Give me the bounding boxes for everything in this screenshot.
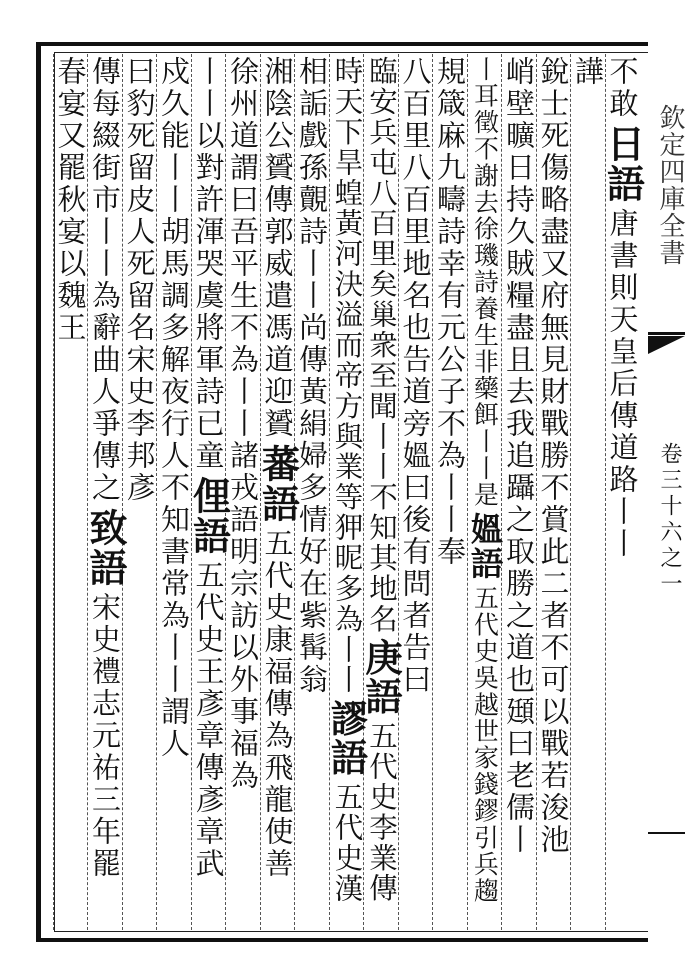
column-text: 丨耳徵不謝去徐璣詩養生非藥餌丨丨是 [470,56,500,509]
text-column [399,56,433,696]
entry-heading: 庚語 [359,638,403,717]
column-text: 湘陰公贇傳郭威遣馮道迎贇 [260,56,295,440]
text-column [600,56,646,560]
column-text: 宋史禮志元祐三年罷 [88,592,122,880]
column-text: 丨丨以對許渾哭虞將軍詩已童 [191,56,226,472]
text-column [226,56,260,792]
text-column [359,56,403,904]
text-column [186,56,232,880]
column-text: 五代史李業傳 [365,720,398,904]
margin-divider-bottom [648,832,685,834]
text-column [123,56,157,504]
text-column [157,56,191,760]
margin-volume-number: 卷三十六之一 [657,442,682,598]
column-text: 相詬戲孫覿詩丨丨尚傳黃絹婦多情好在紫髯翁 [295,56,329,696]
column-text: 不敢 [605,56,640,120]
column-text: 戍久能丨丨胡馬調多解夜行 [157,56,191,440]
text-column [295,56,329,696]
text-column [502,56,536,856]
column-text: 臨安兵屯八百里矣巢衆至聞丨丨不知其地名 [365,56,398,635]
margin-book-title: 欽定四庫全書 [655,104,685,266]
text-column [83,56,128,880]
column-text: 規箴麻九疇詩幸有元公子不為丨丨奉 [433,56,467,568]
entry-heading: 致語 [83,508,128,588]
column-text: 人不知書常為丨丨謂人 [157,440,191,760]
text-column [433,56,467,568]
column-text: 春宴又罷秋宴以魏王 [53,56,88,344]
column-text: 譁 [571,56,605,88]
column-rule [605,54,606,930]
entry-heading: 媼語 [465,512,505,581]
text-column [255,56,301,880]
fish-tail-mark [648,336,685,354]
column-text: 銳士死傷略盡又府無見財戰勝不賞此二者不可以戰若浚池 [536,56,571,856]
column-rule [53,54,54,930]
margin-divider-top [648,332,685,335]
column-text: 傳每綴街市丨丨為辭曲人爭傳之 [88,56,122,504]
column-text: 峭壁曠日持久賊糧盡且去我追躡之取勝之道也頲曰老儒丨 [502,56,536,856]
column-text: 曰豹死留皮人死留名宋史李邦彥 [122,56,157,504]
entry-heading: 蕃語 [255,444,301,524]
column-text: 八百里八百里地名也告道旁媼曰後有問者告曰 [398,56,433,696]
column-text: 五代史康福傳為飛龍使善 [260,528,295,880]
page-margin-strip [648,42,685,942]
column-text: 五代史王彥章傳彥章武 [191,560,226,880]
column-text: 五代史吳越世家錢鏐引兵趨 [470,584,500,904]
column-text: 五代史漢 [330,781,364,904]
text-column [324,56,369,904]
entry-heading: 俚語 [186,476,232,556]
text-column [465,56,505,904]
text-column [537,56,571,856]
entry-heading: 日語 [600,124,646,204]
column-text: 徐州道謂曰吾平生不為丨丨 [226,56,260,440]
text-column [571,56,605,88]
entry-heading: 謬語 [324,699,369,778]
text-column [54,56,88,344]
column-text: 諸戎語明宗訪以外事福為 [226,440,260,792]
column-text: 時天下旱蝗黃河決溢而帝方與業等狎昵多為丨丨 [330,56,364,696]
column-text: 唐書則天皇后傳道路丨丨 [605,208,640,560]
